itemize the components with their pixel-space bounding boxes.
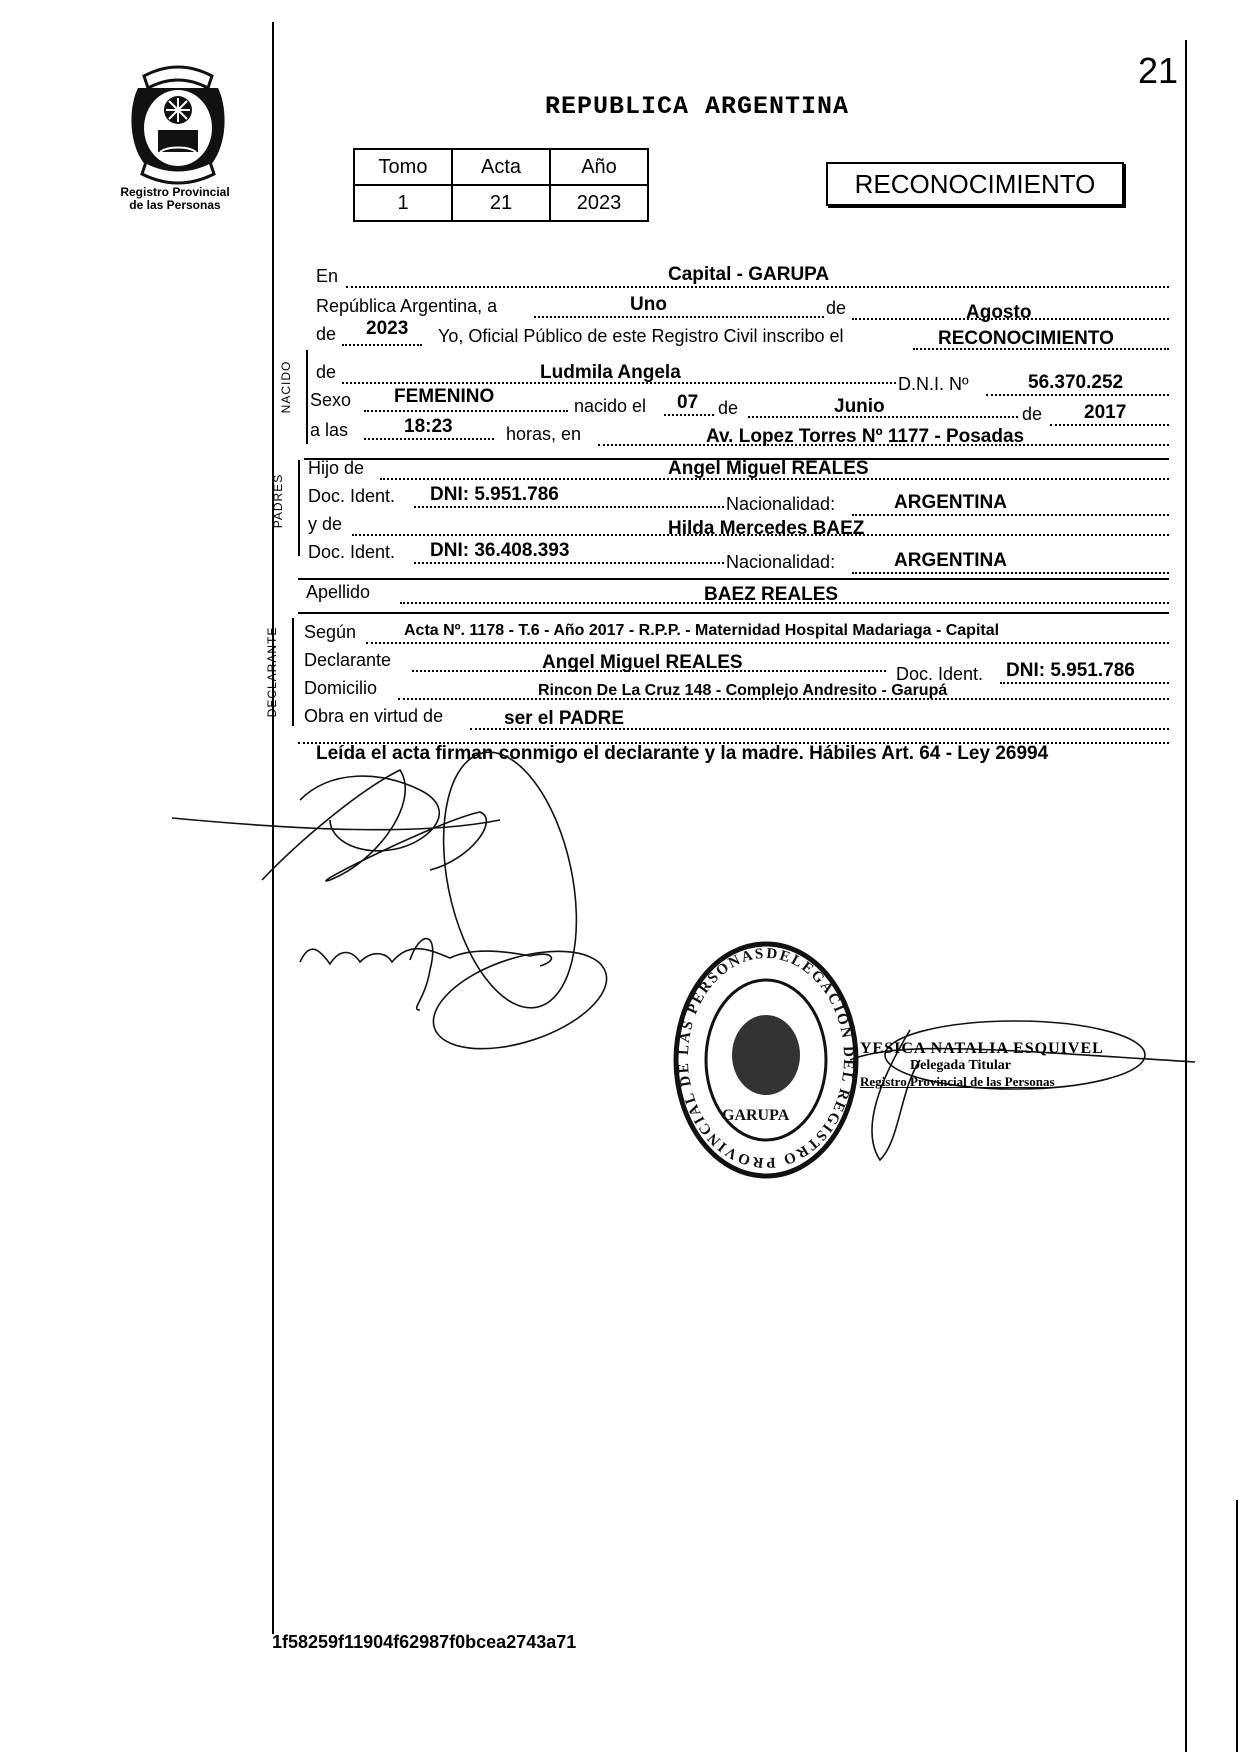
mother-name: Hilda Mercedes BAEZ bbox=[668, 518, 865, 539]
birth-time: 18:23 bbox=[404, 416, 453, 437]
official-stamp bbox=[676, 944, 856, 1176]
record-type-box: RECONOCIMIENTO bbox=[826, 162, 1124, 206]
segun-label: Según bbox=[304, 622, 357, 642]
declarante-label: Declarante bbox=[304, 650, 392, 670]
de2-label: de bbox=[316, 324, 337, 344]
mother-doc: DNI: 36.408.393 bbox=[430, 540, 570, 561]
header-acta: Acta bbox=[452, 149, 550, 185]
stamp-ring-text: DELEGACION DEL REGISTRO PROVINCIAL DE LAS PERSONAS bbox=[675, 945, 857, 1171]
republica-label: República Argentina, a bbox=[316, 296, 498, 316]
father-nationality: ARGENTINA bbox=[894, 492, 1007, 513]
birth-month: Junio bbox=[834, 396, 885, 417]
header-ano: Año bbox=[550, 149, 648, 185]
value-tomo: 1 bbox=[354, 185, 452, 221]
official-block bbox=[860, 1040, 1104, 1090]
yde-label: y de bbox=[308, 514, 343, 534]
official-name: YESICA NATALIA ESQUIVEL bbox=[860, 1040, 1104, 1057]
act-value: RECONOCIMIENTO bbox=[938, 328, 1114, 349]
de-label: de bbox=[1022, 404, 1043, 424]
father-doc: DNI: 5.951.786 bbox=[430, 484, 559, 505]
yo-text: Yo, Oficial Público de este Registro Civil inscribo el bbox=[438, 326, 844, 346]
child-dni: 56.370.252 bbox=[1028, 372, 1124, 393]
de-label: de bbox=[718, 398, 739, 418]
nac-label: Nacionalidad: bbox=[726, 552, 836, 572]
apellido-value: BAEZ REALES bbox=[704, 584, 839, 605]
obra-value: ser el PADRE bbox=[504, 708, 625, 729]
value-acta: 21 bbox=[452, 185, 550, 221]
birth-day: 07 bbox=[677, 392, 699, 413]
closing-text: Leída el acta firman conmigo el declarante y la madre. Hábiles Art. 64 - Ley 26994 bbox=[316, 743, 1049, 764]
alas-label: a las bbox=[310, 420, 349, 440]
father-name: Angel Miguel REALES bbox=[668, 458, 869, 479]
segun-value: Acta Nº. 1178 - T.6 - Año 2017 - R.P.P. - Maternidad Hospital Madariaga - Capital bbox=[404, 622, 1000, 639]
stamp-bottom-text: GARUPA bbox=[722, 1107, 790, 1124]
day-value: Uno bbox=[630, 294, 667, 315]
birth-year: 2017 bbox=[1084, 402, 1127, 423]
child-name: Ludmila Angela bbox=[540, 362, 681, 383]
side-label-declarante: DECLARANTE bbox=[265, 626, 279, 718]
side-label-nacido: NACIDO bbox=[279, 360, 293, 414]
doc-label: Doc. Ident. bbox=[896, 664, 984, 684]
birth-place: Av. Lopez Torres Nº 1177 - Posadas bbox=[706, 426, 1025, 447]
page-number: 21 bbox=[1138, 50, 1179, 91]
declarante-doc: DNI: 5.951.786 bbox=[1006, 660, 1135, 681]
sexo-label: Sexo bbox=[310, 390, 352, 410]
year-value: 2023 bbox=[366, 318, 409, 339]
header-tomo: Tomo bbox=[354, 149, 452, 185]
page-title: REPUBLICA ARGENTINA bbox=[545, 92, 850, 121]
document-hash: 1f58259f11904f62987f0bcea2743a71 bbox=[272, 1632, 577, 1652]
mother-nationality: ARGENTINA bbox=[894, 550, 1007, 571]
de-label: de bbox=[826, 298, 847, 318]
nac-label: Nacionalidad: bbox=[726, 494, 836, 514]
registry-caption: Registro Provincial de las Personas bbox=[120, 185, 230, 212]
place-value: Capital - GARUPA bbox=[668, 264, 830, 285]
domicilio-label: Domicilio bbox=[304, 678, 378, 698]
de-label: de bbox=[316, 362, 337, 382]
en-label: En bbox=[316, 266, 339, 286]
side-label-padres: PADRES bbox=[271, 473, 285, 529]
month-value: Agosto bbox=[966, 302, 1032, 323]
declarante-name: Angel Miguel REALES bbox=[542, 652, 743, 673]
value-ano: 2023 bbox=[550, 185, 648, 221]
apellido-label: Apellido bbox=[306, 582, 371, 602]
doc-label: Doc. Ident. bbox=[308, 486, 396, 506]
nacido-label: nacido el bbox=[574, 396, 647, 416]
official-office: Registro Provincial de las Personas bbox=[860, 1074, 1055, 1089]
official-role: Delegada Titular bbox=[910, 1058, 1011, 1073]
domicilio-value: Rincon De La Cruz 148 - Complejo Andresito - Garupá bbox=[538, 682, 948, 699]
horas-label: horas, en bbox=[506, 424, 582, 444]
doc-label: Doc. Ident. bbox=[308, 542, 396, 562]
obra-label: Obra en virtud de bbox=[304, 706, 444, 726]
sexo-value: FEMENINO bbox=[394, 386, 495, 407]
signature-declarante bbox=[172, 770, 500, 881]
dni-label: D.N.I. Nº bbox=[898, 374, 969, 394]
hijo-label: Hijo de bbox=[308, 458, 365, 478]
